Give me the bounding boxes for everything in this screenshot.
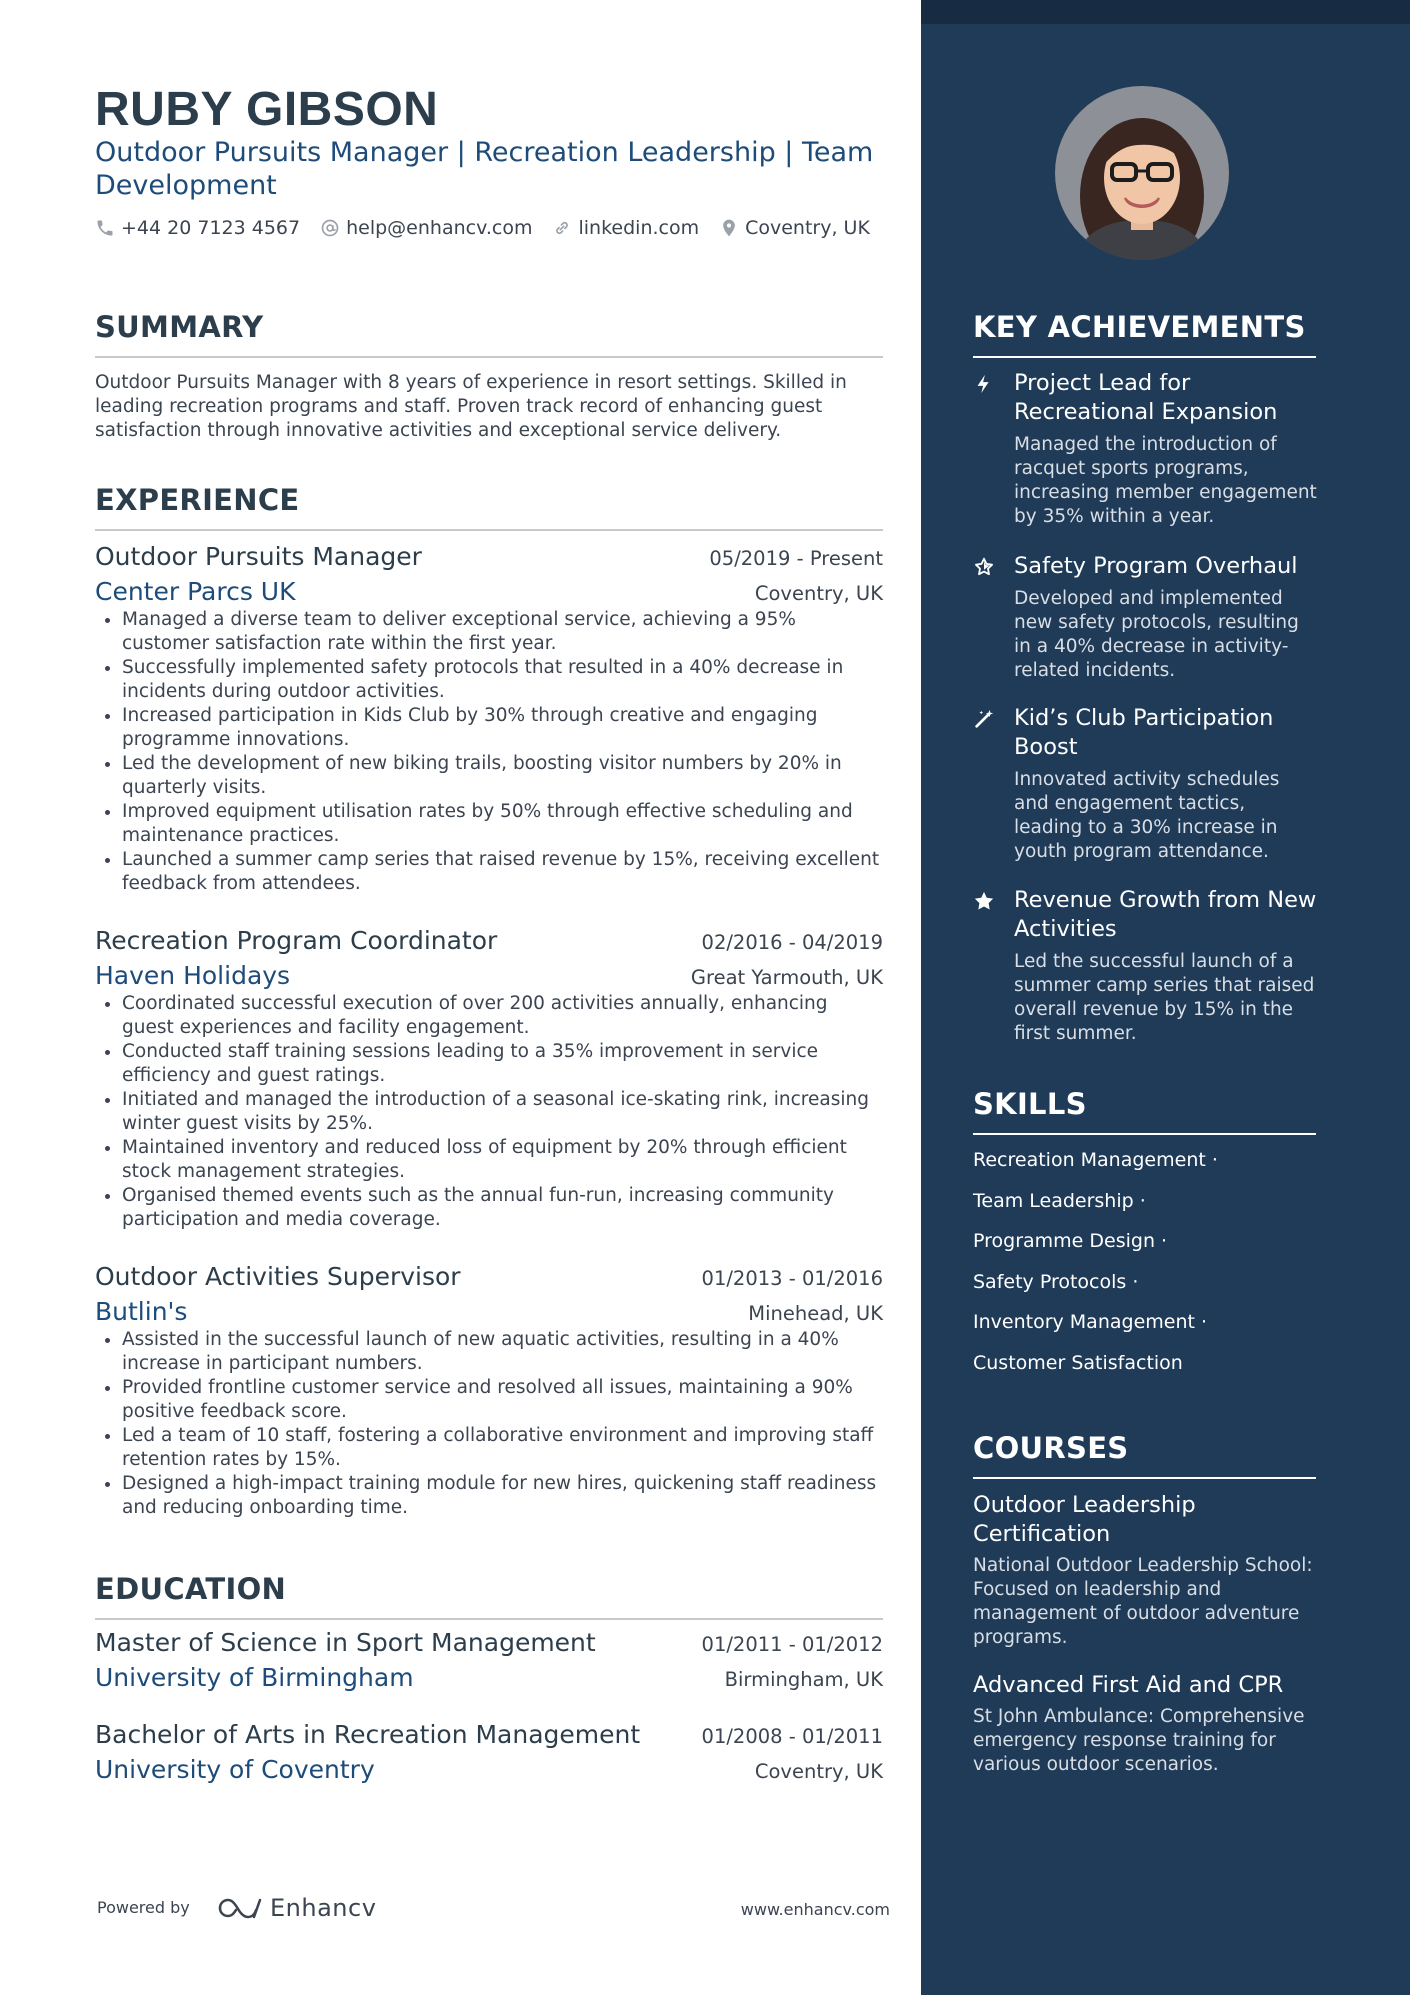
course-item (973, 1671, 1318, 1777)
education-entry (95, 1720, 883, 1784)
job-bullet: • Led a team of 10 staff, fostering a collaborative environment and improving staff retention rates by 15%. (122, 1424, 883, 1472)
achievements-heading: KEY ACHIEVEMENTS (973, 310, 1316, 358)
education-entry (95, 1628, 883, 1692)
achievement-title: Kid’s Club Participation Boost (1014, 705, 1274, 760)
magic-wand-icon (973, 708, 995, 730)
star-icon (973, 890, 995, 912)
job-role: Outdoor Activities Supervisor (95, 1262, 461, 1291)
achievement-item (973, 552, 1318, 683)
achievement-title: Revenue Growth from New Activities (1014, 887, 1317, 942)
summary-heading: SUMMARY (95, 310, 883, 358)
education-heading: EDUCATION (95, 1572, 883, 1620)
job-dates: 05/2019 - Present (709, 547, 883, 570)
education-degree: Bachelor of Arts in Recreation Management (95, 1720, 641, 1749)
education-dates: 01/2011 - 01/2012 (701, 1633, 883, 1656)
email-text: help@enhancv.com (346, 217, 533, 239)
education-dates: 01/2008 - 01/2011 (701, 1725, 883, 1748)
job-bullet: • Provided frontline customer service and resolved all issues, maintaining a 90% positive feedback score. (122, 1376, 883, 1424)
headline: Outdoor Pursuits Manager | Recreation Leadership | Team Development (95, 137, 874, 201)
linkedin-text: linkedin.com (578, 217, 700, 239)
skill-label: Programme Design (973, 1230, 1156, 1252)
achievement-desc: Innovated activity schedules and engagement tactics, leading to a 30% increase in youth program attendance. (1014, 769, 1280, 862)
skill-item: Safety Protocols · (973, 1271, 1139, 1293)
skill-label: Recreation Management (973, 1149, 1206, 1171)
location-pin-icon (719, 218, 739, 238)
skill-item (973, 1352, 1183, 1374)
education-degree: Master of Science in Sport Management (95, 1628, 596, 1657)
achievement-desc: Led the successful launch of a summer camp series that raised overall revenue by 15% in the first summer. (1014, 951, 1315, 1044)
achievement-item (973, 704, 1318, 864)
contact-linkedin[interactable] (552, 217, 699, 239)
job-role: Outdoor Pursuits Manager (95, 542, 422, 571)
job-company: Center Parcs UK (95, 577, 296, 606)
job-company: Butlin's (95, 1297, 188, 1326)
skill-item: Recreation Management · (973, 1149, 1218, 1171)
star-outline-icon (973, 556, 995, 578)
courses-heading: COURSES (973, 1431, 1316, 1479)
job-bullets (95, 608, 883, 896)
avatar (1055, 86, 1229, 260)
job-bullet: • Led the development of new biking trails, boosting visitor numbers by 20% in quarterly visits. (122, 752, 883, 800)
summary-text: Outdoor Pursuits Manager with 8 years of experience in resort settings. Skilled in leading recreation programs and staff. Proven track record of enhancing guest satisfaction through innovative activities and exceptional service delivery. (95, 372, 847, 441)
skill-label: Team Leadership (973, 1190, 1134, 1212)
education-location: Birmingham, UK (724, 1668, 883, 1691)
job-bullet: • Designed a high-impact training module for new hires, quickening staff readiness and reducing onboarding time. (122, 1472, 883, 1520)
job-bullets (95, 1328, 883, 1520)
education-school: University of Birmingham (95, 1663, 414, 1692)
enhancv-logo[interactable] (216, 1894, 376, 1922)
contact-location (719, 217, 870, 239)
job-bullet: • Successfully implemented safety protocols that resulted in a 40% decrease in incidents during outdoor activities. (122, 656, 883, 704)
skill-label: Customer Satisfaction (973, 1352, 1183, 1374)
course-title: Advanced First Aid and CPR (973, 1672, 1284, 1698)
job-entry (95, 1262, 883, 1520)
job-location: Minehead, UK (748, 1302, 883, 1325)
phone-text: +44 20 7123 4567 (121, 217, 301, 239)
skill-label: Inventory Management (973, 1311, 1195, 1333)
link-icon (552, 218, 572, 238)
achievement-desc: Managed the introduction of racquet sports programs, increasing member engagement by 35% within a year. (1014, 434, 1317, 527)
powered-by-label: Powered by (97, 1898, 190, 1917)
job-bullet: • Conducted staff training sessions leading to a 35% improvement in service efficiency and guest ratings. (122, 1040, 883, 1088)
footer-url[interactable]: www.enhancv.com (740, 1900, 890, 1919)
job-entry (95, 542, 883, 896)
phone-icon (95, 218, 115, 238)
enhancv-logo-text: Enhancv (270, 1894, 377, 1922)
job-bullet: • Maintained inventory and reduced loss of equipment by 20% through efficient stock management strategies. (122, 1136, 883, 1184)
education-school: University of Coventry (95, 1755, 375, 1784)
course-title: Outdoor Leadership Certification (973, 1492, 1196, 1547)
candidate-name: RUBY GIBSON (95, 83, 439, 136)
job-bullet: • Launched a summer camp series that raised revenue by 15%, receiving excellent feedback from attendees. (122, 848, 883, 896)
skill-item: Team Leadership · (973, 1190, 1146, 1212)
course-desc: St John Ambulance: Comprehensive emergency response training for various outdoor scenarios. (973, 1706, 1305, 1775)
profile-photo (1055, 86, 1229, 260)
job-bullet: • Managed a diverse team to deliver exceptional service, achieving a 95% customer satisfaction rate within the first year. (122, 608, 883, 656)
course-item (973, 1491, 1318, 1650)
achievement-title: Project Lead for Recreational Expansion (1014, 370, 1278, 425)
job-location: Coventry, UK (754, 582, 883, 605)
job-dates: 01/2013 - 01/2016 (701, 1267, 883, 1290)
job-bullet: • Initiated and managed the introduction of a seasonal ice-skating rink, increasing winter guest visits by 25%. (122, 1088, 883, 1136)
education-location: Coventry, UK (754, 1760, 883, 1783)
job-bullet: • Assisted in the successful launch of new aquatic activities, resulting in a 40% increase in participant numbers. (122, 1328, 883, 1376)
contact-phone[interactable] (95, 217, 300, 239)
job-dates: 02/2016 - 04/2019 (701, 931, 883, 954)
course-desc: National Outdoor Leadership School: Focused on leadership and management of outdoor adventure programs. (973, 1555, 1313, 1648)
achievement-desc: Developed and implemented new safety protocols, resulting in a 40% decrease in activity-related incidents. (1014, 588, 1299, 681)
enhancv-logo-icon (216, 1895, 264, 1921)
skill-item: Inventory Management · (973, 1311, 1208, 1333)
job-bullet: • Increased participation in Kids Club by 30% through creative and engaging programme innovations. (122, 704, 883, 752)
job-company: Haven Holidays (95, 961, 291, 990)
job-role: Recreation Program Coordinator (95, 926, 498, 955)
job-entry (95, 926, 883, 1232)
skill-label: Safety Protocols (973, 1271, 1127, 1293)
contact-email[interactable] (320, 217, 532, 239)
job-bullets (95, 992, 883, 1232)
job-location: Great Yarmouth, UK (690, 966, 883, 989)
job-bullet: • Organised themed events such as the annual fun-run, increasing community participation and media coverage. (122, 1184, 883, 1232)
achievement-item (973, 369, 1318, 529)
achievement-item (973, 886, 1318, 1046)
contact-bar (95, 217, 890, 239)
skill-item: Programme Design · (973, 1230, 1168, 1252)
achievement-title: Safety Program Overhaul (1014, 553, 1298, 579)
job-bullet: • Improved equipment utilisation rates by 50% through effective scheduling and maintenance practices. (122, 800, 883, 848)
job-bullet: • Coordinated successful execution of over 200 activities annually, enhancing guest experiences and facility engagement. (122, 992, 883, 1040)
at-icon (320, 218, 340, 238)
bolt-icon (973, 373, 995, 395)
location-text: Coventry, UK (745, 217, 870, 239)
sidebar-top-band (921, 0, 1410, 24)
experience-heading: EXPERIENCE (95, 483, 883, 531)
skills-heading: SKILLS (973, 1087, 1316, 1135)
